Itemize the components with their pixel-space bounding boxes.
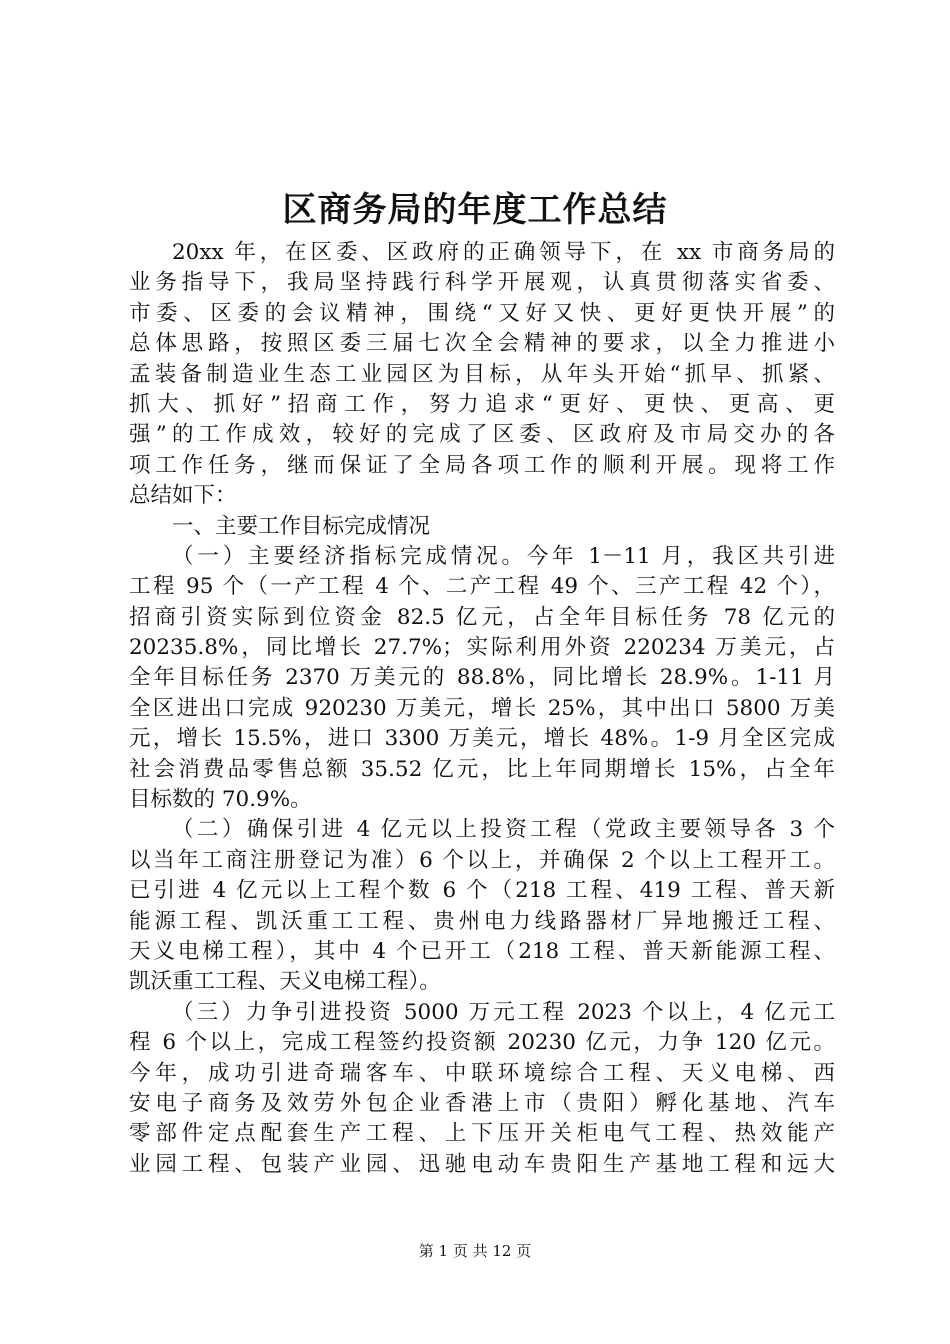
paragraph-line: 已引进 4 亿元以上工程个数 6 个（218 工程、419 工程、普天新: [129, 878, 835, 904]
paragraph-line: 目标数的 70.9%。: [129, 787, 312, 813]
paragraph-line: 业务指导下，我局坚持践行科学开展观，认真贯彻落实省委、: [129, 270, 835, 296]
paragraph-line: 20235.8%，同比增长 27.7%；实际利用外资 220234 万美元，占: [129, 635, 835, 661]
paragraph-line: 天义电梯工程），其中 4 个已开工（218 工程、普天新能源工程、: [129, 938, 835, 964]
paragraph-line: 零部件定点配套生产工程、上下压开关柜电气工程、热效能产: [129, 1121, 835, 1147]
paragraph-line: 招商引资实际到位资金 82.5 亿元，占全年目标任务 78 亿元的: [129, 604, 835, 630]
paragraph-line: 强”的工作成效，较好的完成了区委、区政府及市局交办的各: [129, 422, 835, 448]
paragraph-line: （一）主要经济指标完成情况。今年 1－11 月，我区共引进: [172, 543, 835, 569]
paragraph-line: 能源工程、凯沃重工工程、贵州电力线路器材厂异地搬迁工程、: [129, 908, 835, 934]
paragraph-line: 全年目标任务 2370 万美元的 88.8%，同比增长 28.9%。1-11 月: [129, 665, 835, 691]
paragraph-line: 以当年工商注册登记为准）6 个以上，并确保 2 个以上工程开工。: [129, 847, 835, 873]
paragraph-line: 工程 95 个（一产工程 4 个、二产工程 49 个、三产工程 42 个），: [129, 574, 835, 600]
paragraph-line: 总结如下：: [129, 483, 237, 509]
paragraph-line: 20xx 年，在区委、区政府的正确领导下，在 xx 市商务局的: [172, 240, 835, 265]
document-title: 区商务局的年度工作总结: [282, 190, 668, 230]
paragraph-line: 今年，成功引进奇瑞客车、中联环境综合工程、天义电梯、西: [129, 1060, 835, 1086]
paragraph-line: 项工作任务，继而保证了全局各项工作的顺利开展。现将工作: [129, 452, 835, 478]
paragraph-line: 安电子商务及效劳外包企业香港上市（贵阳）孵化基地、汽车: [129, 1090, 835, 1116]
paragraph-line: 元，增长 15.5%，进口 3300 万美元，增长 48%。1-9 月全区完成: [129, 726, 835, 752]
page-footer: 第 1 页 共 12 页: [418, 1242, 532, 1260]
document-body: [129, 238, 835, 1180]
paragraph-line: 抓大、抓好”招商工作，努力追求“更好、更快、更高、更: [129, 391, 835, 417]
section-heading: 一、主要工作目标完成情况: [172, 513, 431, 539]
paragraph-line: 全区进出口完成 920230 万美元，增长 25%，其中出口 5800 万美: [129, 695, 835, 721]
paragraph-line: （三）力争引进投资 5000 万元工程 2023 个以上，4 亿元工: [172, 999, 835, 1025]
paragraph-line: 总体思路，按照区委三届七次全会精神的要求，以全力推进小: [129, 331, 835, 357]
paragraph-line: 市委、区委的会议精神，围绕“又好又快、更好更快开展”的: [129, 300, 835, 326]
paragraph-line: 社会消费品零售总额 35.52 亿元，比上年同期增长 15%，占全年: [129, 756, 835, 782]
paragraph-line: 凯沃重工工程、天义电梯工程）。: [129, 969, 441, 995]
paragraph-line: （二）确保引进 4 亿元以上投资工程（党政主要领导各 3 个: [172, 817, 835, 843]
paragraph-line: 程 6 个以上，完成工程签约投资额 20230 亿元，力争 120 亿元。: [129, 1030, 835, 1056]
paragraph-line: 业园工程、包装产业园、迅驰电动车贵阳生产基地工程和远大: [129, 1151, 835, 1177]
paragraph-line: 孟装备制造业生态工业园区为目标，从年头开始“抓早、抓紧、: [129, 361, 835, 387]
